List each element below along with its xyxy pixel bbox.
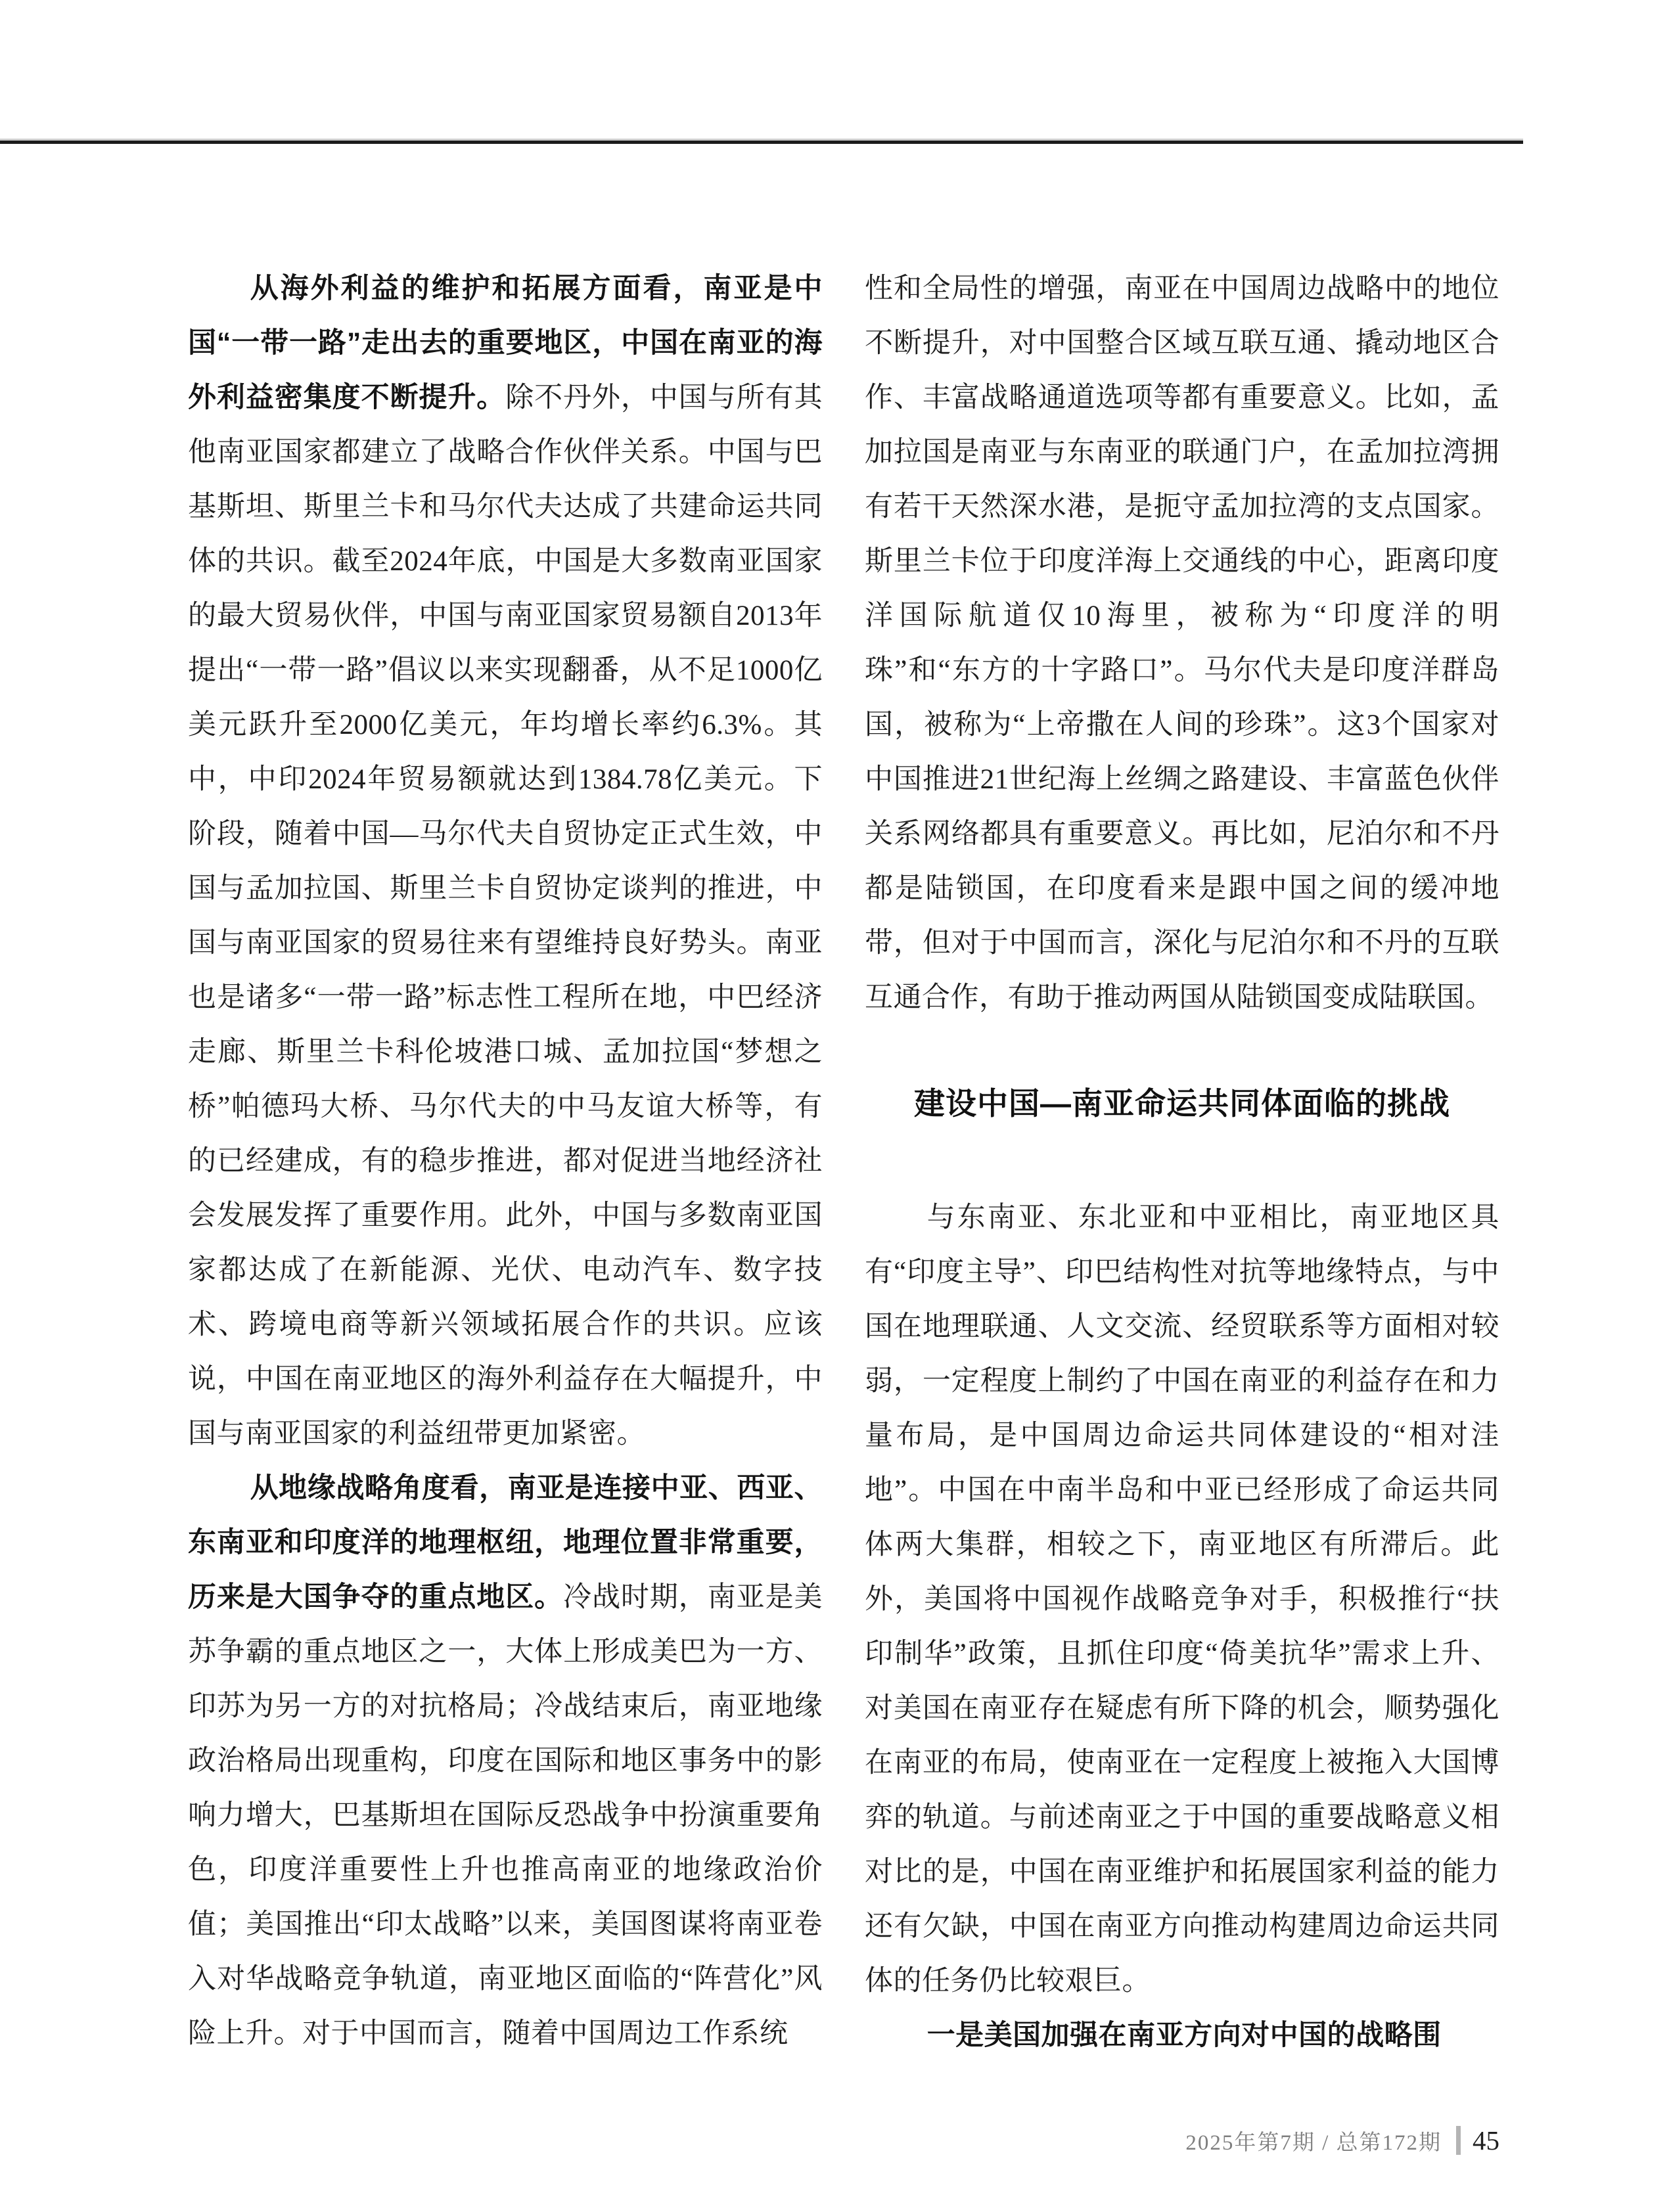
footer-divider-bar bbox=[1456, 2126, 1461, 2155]
footer-issue-text: 2025年第7期 / 总第172期 bbox=[1185, 2131, 1442, 2155]
page-number: 45 bbox=[1473, 2125, 1499, 2156]
paragraph-body-text: 冷战时期，南亚是美苏争霸的重点地区之一，大体上形成美巴为一方、印苏为另一方的对抗格局；冷战结束后，南亚地缘政治格局出现重构，印度在国际和地区事务中的影响力增大，巴基斯坦在国际反恐战争中扮演重要角色，印度洋重要性上升也推高南亚的地缘政治价值；美国推出“印太战略”以来，美国图谋将南亚卷入对华战略竞争轨道，南亚地区面临的“阵营化”风险上升。对于中国而言，随着中国周边工作系统 bbox=[188, 1582, 823, 2049]
paragraph-body-text: 性和全局性的增强，南亚在中国周边战略中的地位不断提升，对中国整合区域互联互通、撬动地区合作、丰富战略通道选项等都有重要意义。比如，孟加拉国是南亚与东南亚的联通门户，在孟加拉湾拥有若干天然深水港，是扼守孟加拉湾的支点国家。斯里兰卡位于印度洋海上交通线的中心，距离印度洋国际航道仅10海里，被称为“印度洋的明珠”和“东方的十字路口”。马尔代夫是印度洋群岛国，被称为“上帝撒在人间的珍珠”。这3个国家对中国推进21世纪海上丝绸之路建设、丰富蓝色伙伴关系网络都具有重要意义。再比如，尼泊尔和不丹都是陆锁国，在印度看来是跟中国之间的缓冲地带，但对于中国而言，深化与尼泊尔和不丹的互联互通合作，有助于推动两国从陆锁国变成陆联国。 bbox=[865, 273, 1499, 1013]
top-rule-line bbox=[0, 141, 1523, 144]
bold-lead: 从地缘战略角度看，南亚是连接中亚、西亚、东南亚和印度洋的地理枢纽，地理位置非常重要，历来是大国争夺的重点地区。 bbox=[188, 1472, 823, 1613]
paragraph-us-encirclement bbox=[865, 2008, 1499, 2063]
column-right bbox=[865, 261, 1499, 2063]
paragraph-challenges bbox=[865, 1190, 1499, 2008]
paragraph-geostrategy bbox=[188, 1461, 823, 2061]
paragraph-body-text: 与东南亚、东北亚和中亚相比，南亚地区具有“印度主导”、印巴结构性对抗等地缘特点，与中国在地理联通、人文交流、经贸联系等方面相对较弱，一定程度上制约了中国在南亚的利益存在和力量布局，是中国周边命运共同体建设的“相对洼地”。中国在中南半岛和中亚已经形成了命运共同体两大集群，相较之下，南亚地区有所滞后。此外，美国将中国视作战略竞争对手，积极推行“扶印制华”政策，且抓住印度“倚美抗华”需求上升、对美国在南亚存在疑虑有所下降的机会，顺势强化在南亚的布局，使南亚在一定程度上被拖入大国博弈的轨道。与前述南亚之于中国的重要战略意义相对比的是，中国在南亚维护和拓展国家利益的能力还有欠缺，中国在南亚方向推动构建周边命运共同体的任务仍比较艰巨。 bbox=[865, 1202, 1499, 1997]
page-footer bbox=[865, 2125, 1499, 2156]
paragraph-overseas-interests bbox=[188, 261, 823, 1461]
bold-lead: 从海外利益的维护和拓展方面看，南亚是中国“一带一路”走出去的重要地区，中国在南亚的海外利益密集度不断提升。 bbox=[188, 273, 823, 413]
top-rule bbox=[0, 139, 1523, 144]
paragraph-strategic-position-continued bbox=[865, 261, 1499, 1025]
section-heading-challenges: 建设中国—南亚命运共同体面临的挑战 bbox=[914, 1086, 1450, 1121]
column-left bbox=[188, 261, 823, 2061]
paragraph-body-text: 除不丹外，中国与所有其他南亚国家都建立了战略合作伙伴关系。中国与巴基斯坦、斯里兰卡和马尔代夫达成了共建命运共同体的共识。截至2024年底，中国是大多数南亚国家的最大贸易伙伴，中国与南亚国家贸易额自2013年提出“一带一路”倡议以来实现翻番，从不足1000亿美元跃升至2000亿美元，年均增长率约6.3%。其中，中印2024年贸易额就达到1384.78亿美元。下阶段，随着中国—马尔代夫自贸协定正式生效，中国与孟加拉国、斯里兰卡自贸协定谈判的推进，中国与南亚国家的贸易往来有望维持良好势头。南亚也是诸多“一带一路”标志性工程所在地，中巴经济走廊、斯里兰卡科伦坡港口城、孟加拉国“梦想之桥”帕德玛大桥、马尔代夫的中马友谊大桥等，有的已经建成，有的稳步推进，都对促进当地经济社会发展发挥了重要作用。此外，中国与多数南亚国家都达成了在新能源、光伏、电动汽车、数字技术、跨境电商等新兴领域拓展合作的共识。应该说，中国在南亚地区的海外利益存在大幅提升，中国与南亚国家的利益纽带更加紧密。 bbox=[188, 382, 823, 1449]
bold-lead: 一是美国加强在南亚方向对中国的战略围 bbox=[926, 2020, 1442, 2051]
